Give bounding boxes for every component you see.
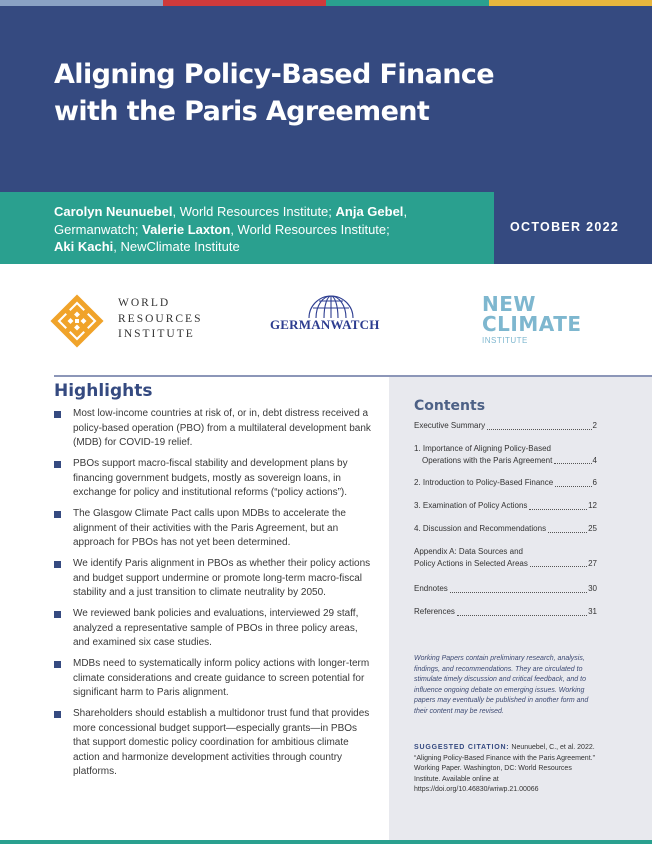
wri-logo-text (118, 296, 202, 343)
toc-page: 6 (592, 478, 597, 487)
toc-label: References (414, 607, 455, 616)
toc-label: Executive Summary (414, 421, 486, 430)
toc-entry[interactable] (414, 523, 597, 535)
toc-page: 12 (588, 501, 597, 510)
author-name: Anja Gebel (335, 204, 404, 219)
publication-date: OCTOBER 2022 (510, 220, 620, 234)
working-paper-note: Working Papers contain preliminary research, analysis, findings, and recommendations. They are circulated to stimulate timely discussion and critical feedback, and to influence ongoing debate on emerging issues. Working papers may eventually be published in another form and their content may be revised. (414, 655, 589, 715)
list-item (54, 507, 374, 551)
page-title (54, 56, 614, 130)
date-box (494, 192, 652, 264)
toc-label: Appendix A: Data Sources and (414, 547, 523, 556)
bullet-icon (54, 561, 61, 568)
author-name: Aki Kachi (54, 239, 114, 254)
partner-logos (0, 264, 652, 372)
toc-page: 27 (588, 558, 597, 568)
citation-text: Neunuebel, C., et al. 2022. “Aligning Policy-Based Finance with the Paris Agreement.” Working Paper. Washington, DC: World Resources Institute. Available online at https://doi.org/10.46830/wriwp.21.00066 (414, 744, 595, 793)
bullet-icon (54, 711, 61, 718)
suggested-citation (414, 743, 599, 796)
logo-text-line: CLIMATE (482, 312, 582, 336)
bullet-icon (54, 661, 61, 668)
toc-entry[interactable] (414, 583, 597, 595)
list-item-text: We reviewed bank policies and evaluations, interviewed 29 staff, analyzed a representative sample of PBOs in three policy areas, and examined six case studies. (73, 608, 359, 648)
list-item (54, 407, 374, 451)
toc-label: Operations with the Paris Agreement (422, 455, 553, 465)
toc-label: 2. Introduction to Policy-Based Finance (414, 478, 554, 487)
list-item-text: The Glasgow Climate Pact calls upon MDBs to accelerate the alignment of their activities with the Paris Agreement, but an approach for PBOs has not yet been determined. (73, 508, 346, 548)
divider (54, 375, 389, 377)
toc-label: 1. Importance of Aligning Policy-Based (414, 444, 551, 453)
toc-entry[interactable] (414, 546, 597, 569)
authors-band (0, 192, 494, 264)
author-name: Carolyn Neunuebel (54, 204, 173, 219)
germanwatch-globe-icon (306, 292, 356, 320)
title-line: with the Paris Agreement (54, 96, 430, 127)
logo-text-line: INSTITUTE (482, 336, 528, 345)
germanwatch-logo-text: GERMANWATCH (270, 317, 380, 332)
toc-label: Endnotes (414, 584, 448, 593)
toc-page: 4 (592, 455, 597, 465)
highlights-heading: Highlights (54, 381, 153, 401)
toc-label: 3. Examination of Policy Actions (414, 501, 528, 510)
toc-leader (487, 429, 591, 430)
toc-label: 4. Discussion and Recommendations (414, 524, 547, 533)
toc-leader (457, 615, 587, 616)
bullet-icon (54, 511, 61, 518)
list-item (54, 607, 374, 651)
list-item-text: We identify Paris alignment in PBOs as whether their policy actions and budget support undermine or promote long-term macro-fiscal stability and a just transition to climate neutrality by 2050. (73, 558, 371, 598)
title-line: Aligning Policy-Based Finance (54, 59, 495, 90)
contents-heading: Contents (414, 398, 486, 414)
toc-leader (529, 509, 587, 510)
toc-leader (554, 463, 591, 464)
author-affiliation: , Germanwatch; (54, 204, 408, 237)
list-item-text: PBOs support macro-fiscal stability and development plans by financing government budgets, mostly as sovereign loans, in exchange for policy and institutional reforms (“policy actions”). (73, 458, 348, 498)
wri-logo-icon (50, 294, 104, 348)
bullet-icon (54, 611, 61, 618)
list-item (54, 707, 374, 780)
toc-entry[interactable] (414, 477, 597, 489)
list-item-text: MDBs need to systematically inform policy actions with longer-term climate considerations and create guidance to screen potential for significant harm to Paris alignment. (73, 658, 370, 698)
toc-leader (555, 486, 591, 487)
list-item (54, 557, 374, 601)
author-affiliation: , World Resources Institute; (172, 204, 336, 219)
toc-page: 30 (588, 584, 597, 593)
logo-text-line: WORLD (118, 297, 171, 309)
toc-page: 2 (592, 421, 597, 430)
list-item (54, 457, 374, 501)
logo-text-line: NEW (482, 292, 536, 316)
toc-label: Policy Actions in Selected Areas (414, 558, 528, 568)
logo-text-line: RESOURCES (118, 312, 203, 325)
toc-leader (530, 566, 587, 567)
toc-entry[interactable] (414, 443, 597, 466)
author-list (54, 203, 484, 256)
bullet-icon (54, 461, 61, 468)
toc-page: 31 (588, 607, 597, 616)
logo-text-line: INSTITUTE (118, 328, 195, 340)
toc-entry[interactable] (414, 606, 597, 618)
list-item-text: Most low-income countries at risk of, or in, debt distress received a policy-based operation (PBO) from a multilateral development bank (MDB) for COVID-19 relief. (73, 408, 371, 448)
toc-entry[interactable] (414, 420, 597, 432)
toc-leader (450, 592, 587, 593)
newclimate-logo (482, 294, 592, 345)
toc-leader (548, 532, 587, 533)
bottom-bar (0, 840, 652, 844)
highlights-list (54, 407, 374, 786)
title-banner (0, 6, 652, 192)
author-affiliation: , NewClimate Institute (113, 239, 240, 254)
citation-label: SUGGESTED CITATION: (414, 744, 510, 751)
author-name: Valerie Laxton (142, 221, 231, 237)
list-item (54, 657, 374, 701)
bullet-icon (54, 411, 61, 418)
toc-entry[interactable] (414, 500, 597, 512)
author-affiliation: , World Resources Institute; (230, 221, 390, 237)
toc-page: 25 (588, 524, 597, 533)
list-item-text: Shareholders should establish a multidonor trust fund that provides more concessional budget support—especially grants—in PBOs that support domestic policy coordination for ambitious climate action and harmonize development activities through country platforms. (73, 708, 370, 777)
